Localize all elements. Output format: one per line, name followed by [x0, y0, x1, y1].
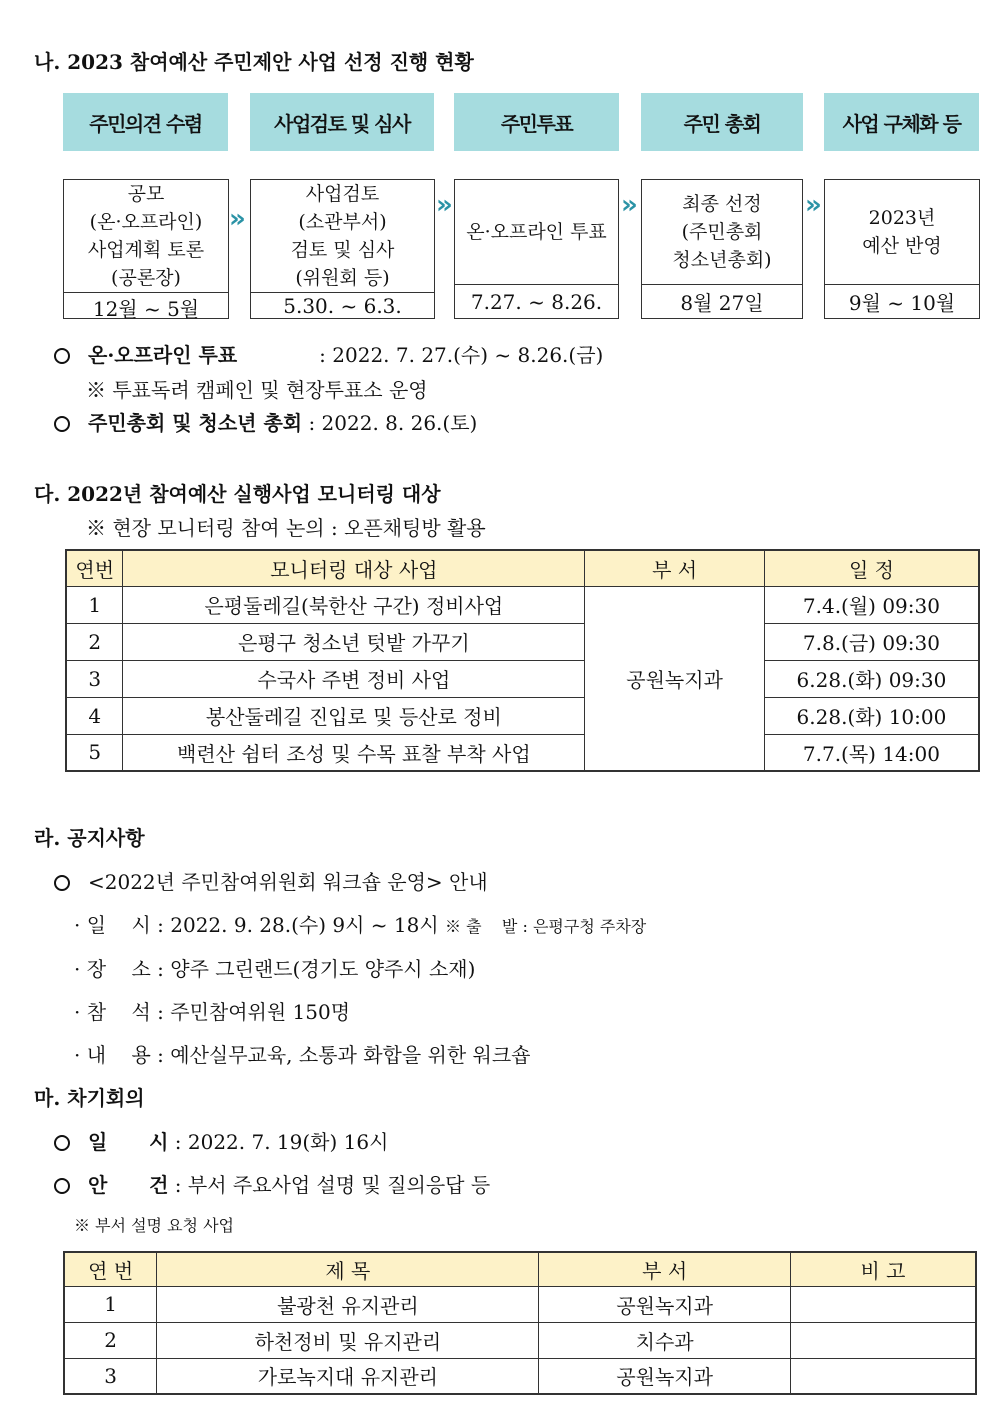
row-dept: 공원녹지과 [539, 1358, 790, 1394]
row-no: 3 [64, 1358, 157, 1394]
item-value: : 주민참여위원 150명 [157, 1000, 351, 1024]
request-table [63, 1251, 977, 1395]
item-value: : 2022. 9. 28.(수) 9시 ~ 18시 [157, 913, 439, 937]
process-box-5 [824, 179, 980, 319]
row-no: 5 [66, 734, 123, 771]
row-title: 가로녹지대 유지관리 [157, 1358, 539, 1394]
row-remark [790, 1322, 976, 1358]
row-schedule: 7.4.(월) 09:30 [764, 586, 979, 623]
meeting-date-label: 일 시 [88, 1130, 169, 1154]
row-remark [790, 1358, 976, 1394]
process-box-1 [63, 179, 229, 319]
col-header-schedule: 일 정 [764, 550, 979, 586]
vote-line [54, 339, 603, 368]
meeting-agenda-value: : 부서 주요사업 설명 및 질의응답 등 [174, 1173, 491, 1197]
process-desc: 공모 (온·오프라인) 사업계획 토론 (공론장) [87, 183, 205, 289]
table-header-row [64, 1252, 976, 1286]
row-schedule: 7.8.(금) 09:30 [764, 623, 979, 660]
meeting-date-line [54, 1126, 388, 1155]
section-title-ra: 라. 공지사항 [34, 826, 145, 850]
col-header-dept: 부 서 [539, 1252, 790, 1286]
item-value: : 양주 그린랜드(경기도 양주시 소재) [157, 957, 476, 981]
request-note: ※ 부서 설명 요청 사업 [74, 1216, 234, 1235]
row-remark [790, 1286, 976, 1322]
row-project: 백련산 쉼터 조성 및 수목 표찰 부착 사업 [123, 734, 585, 771]
section-title-na: 나. 2023 참여예산 주민제안 사업 선정 진행 현황 [34, 50, 474, 74]
item-label: 참 석 [86, 1000, 151, 1024]
stage-1: 주민의견 수렴 [63, 93, 228, 151]
row-no: 3 [66, 660, 123, 697]
assembly-label: 주민총회 및 청소년 총회 [88, 411, 303, 435]
row-title: 불광천 유지관리 [157, 1286, 539, 1322]
process-date: 8월 27일 [642, 284, 802, 318]
row-dept: 치수과 [539, 1322, 790, 1358]
process-box-4 [641, 179, 803, 319]
circle-bullet-icon [54, 416, 70, 432]
circle-bullet-icon [54, 1178, 70, 1194]
table-row [64, 1286, 976, 1322]
col-header-no: 연 번 [64, 1252, 157, 1286]
monitoring-note: ※ 현장 모니터링 참여 논의 : 오픈채팅방 활용 [86, 516, 486, 540]
row-project: 수국사 주변 정비 사업 [123, 660, 585, 697]
table-row [64, 1322, 976, 1358]
table-header-row [66, 550, 979, 586]
workshop-item-4 [74, 1039, 530, 1068]
col-header-no: 연번 [66, 550, 123, 586]
process-desc: 온·오프라인 투표 [466, 221, 607, 243]
chevron-right-icon: » [229, 204, 246, 234]
process-date: 12월 ~ 5월 [64, 292, 228, 322]
table-row [66, 586, 979, 623]
row-project: 봉산둘레길 진입로 및 등산로 정비 [123, 697, 585, 734]
col-header-title: 제 목 [157, 1252, 539, 1286]
item-label: 일 시 [86, 913, 151, 937]
item-extra: ※ 출 발 : 은평구청 주차장 [445, 917, 647, 936]
process-box-2 [250, 179, 435, 319]
chevron-right-icon: » [805, 190, 822, 220]
table-row [66, 660, 979, 697]
stage-2: 사업검토 및 심사 [250, 93, 434, 151]
row-no: 1 [66, 586, 123, 623]
vote-label: 온·오프라인 투표 [88, 343, 238, 367]
meeting-agenda-label: 안 건 [88, 1173, 169, 1197]
circle-bullet-icon [54, 348, 70, 364]
dot-bullet-icon: · [74, 1000, 87, 1024]
vote-note: ※ 투표독려 캠페인 및 현장투표소 운영 [86, 378, 428, 402]
row-no: 1 [64, 1286, 157, 1322]
row-project: 은평둘레길(북한산 구간) 정비사업 [123, 586, 585, 623]
table-row [64, 1358, 976, 1394]
assembly-line [54, 407, 477, 436]
table-row [66, 697, 979, 734]
row-dept: 공원녹지과 [539, 1286, 790, 1322]
chevron-right-icon: » [621, 190, 638, 220]
row-schedule: 6.28.(화) 09:30 [764, 660, 979, 697]
item-label: 내 용 [86, 1043, 151, 1067]
meeting-agenda-line [54, 1169, 490, 1198]
circle-bullet-icon [54, 875, 70, 891]
row-no: 4 [66, 697, 123, 734]
row-schedule: 7.7.(목) 14:00 [764, 734, 979, 771]
meeting-date-value: : 2022. 7. 19(화) 16시 [174, 1130, 389, 1154]
workshop-item-1 [74, 909, 646, 938]
process-desc: 2023년 예산 반영 [862, 207, 942, 257]
col-header-project: 모니터링 대상 사업 [123, 550, 585, 586]
row-title: 하천정비 및 유지관리 [157, 1322, 539, 1358]
item-label: 장 소 [86, 957, 151, 981]
monitoring-table [65, 549, 980, 772]
vote-value: : 2022. 7. 27.(수) ~ 8.26.(금) [319, 343, 604, 367]
process-date: 7.27. ~ 8.26. [455, 284, 618, 318]
row-project: 은평구 청소년 텃밭 가꾸기 [123, 623, 585, 660]
workshop-item-3 [74, 996, 350, 1025]
section-title-da: 다. 2022년 참여예산 실행사업 모니터링 대상 [34, 482, 441, 506]
process-date: 9월 ~ 10월 [825, 284, 979, 318]
stage-3: 주민투표 [454, 93, 619, 151]
table-row [66, 734, 979, 771]
col-header-remark: 비 고 [790, 1252, 976, 1286]
process-box-3 [454, 179, 619, 319]
notice-line [54, 866, 488, 895]
row-dept: 공원녹지과 [585, 586, 765, 771]
circle-bullet-icon [54, 1135, 70, 1151]
dot-bullet-icon: · [74, 913, 87, 937]
process-desc: 최종 선정 (주민총회 청소년총회) [672, 193, 772, 271]
stage-4: 주민 총회 [641, 93, 803, 151]
process-date: 5.30. ~ 6.3. [251, 292, 434, 318]
col-header-dept: 부 서 [585, 550, 765, 586]
dot-bullet-icon: · [74, 957, 87, 981]
row-no: 2 [64, 1322, 157, 1358]
table-row [66, 623, 979, 660]
workshop-item-2 [74, 953, 475, 982]
process-desc: 사업검토 (소관부서) 검토 및 심사 (위원회 등) [290, 183, 395, 289]
row-no: 2 [66, 623, 123, 660]
section-title-ma: 마. 차기회의 [34, 1086, 145, 1110]
stage-5: 사업 구체화 등 [824, 93, 979, 151]
notice-text: <2022년 주민참여위원회 워크숍 운영> 안내 [88, 870, 488, 894]
item-value: : 예산실무교육, 소통과 화합을 위한 워크숍 [157, 1043, 531, 1067]
assembly-value: : 2022. 8. 26.(토) [308, 411, 478, 435]
dot-bullet-icon: · [74, 1043, 87, 1067]
row-schedule: 6.28.(화) 10:00 [764, 697, 979, 734]
chevron-right-icon: » [436, 190, 453, 220]
